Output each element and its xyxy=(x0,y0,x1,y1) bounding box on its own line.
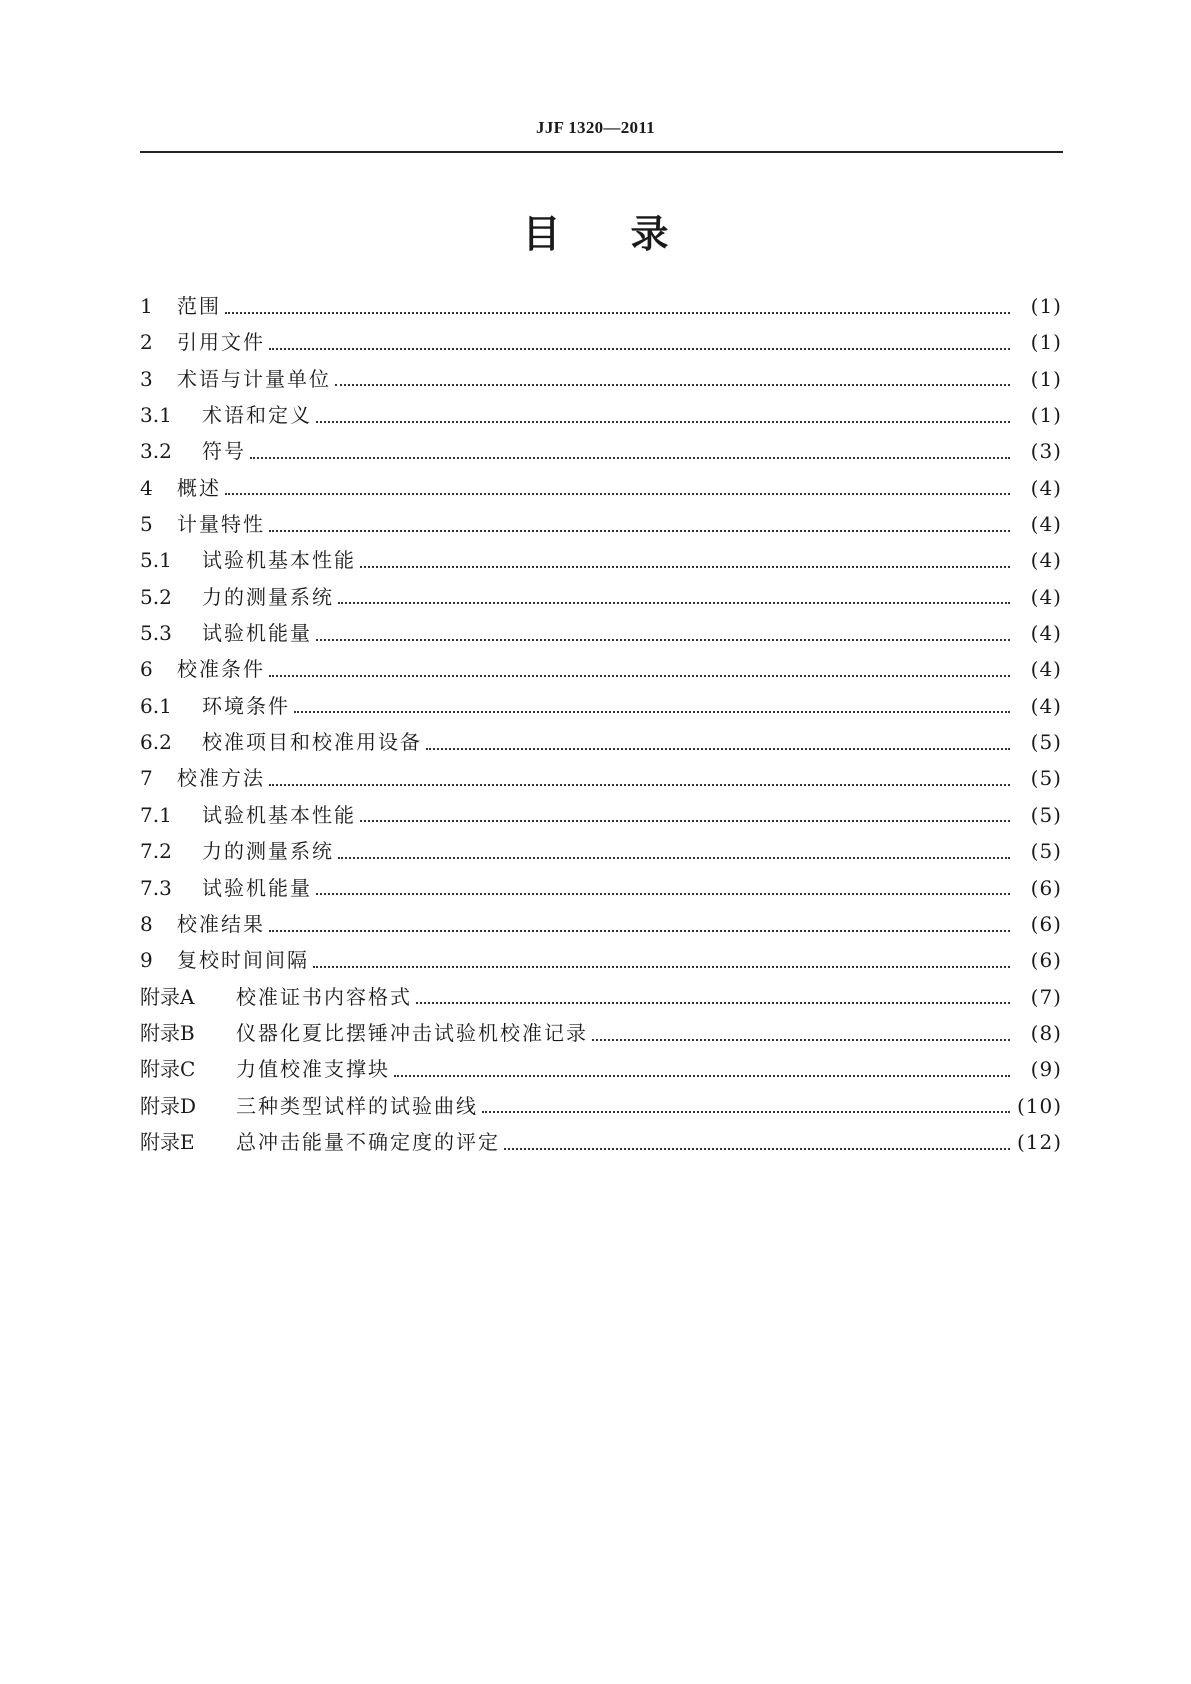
toc-entry-title: 力的测量系统 xyxy=(202,584,334,609)
toc-entry-title: 仪器化夏比摆锤冲击试验机校准记录 xyxy=(236,1020,588,1045)
toc-entry-number: 3.2 xyxy=(140,439,172,464)
toc-dot-leader xyxy=(416,1001,1010,1004)
toc-dot-leader xyxy=(482,1110,1010,1113)
toc-entry-number: 1 xyxy=(140,294,153,318)
toc-entry-number: 4 xyxy=(140,475,153,500)
header-rule xyxy=(140,151,1063,153)
toc-entry-number: 5.1 xyxy=(140,548,172,573)
toc-entry[interactable] xyxy=(140,363,1062,399)
toc-entry-title: 校准条件 xyxy=(177,657,265,682)
toc-dot-leader xyxy=(225,311,1010,314)
toc-dot-leader xyxy=(335,383,1010,386)
toc-dot-leader xyxy=(313,965,1010,968)
toc-entry-title: 环境条件 xyxy=(202,693,290,718)
toc-entry-title: 试验机能量 xyxy=(202,875,312,900)
toc-entry-page: (8) xyxy=(1030,1020,1062,1045)
toc-entry[interactable] xyxy=(140,872,1062,908)
toc-dot-leader xyxy=(426,747,1010,750)
toc-entry-number: 附录E xyxy=(140,1129,195,1154)
toc-entry[interactable] xyxy=(140,1017,1062,1053)
toc-entry-number: 7.2 xyxy=(140,839,172,864)
toc-entry[interactable] xyxy=(140,944,1062,980)
toc-entry-number: 附录C xyxy=(140,1057,196,1082)
toc-entry[interactable] xyxy=(140,617,1062,653)
toc-entry[interactable] xyxy=(140,1090,1062,1126)
toc-entry[interactable] xyxy=(140,399,1062,435)
toc-entry[interactable] xyxy=(140,726,1062,762)
toc-entry[interactable] xyxy=(140,762,1062,798)
toc-entry-page: (1) xyxy=(1030,366,1062,391)
toc-entry-page: (9) xyxy=(1030,1057,1062,1082)
toc-entry-title: 术语与计量单位 xyxy=(177,366,331,391)
toc-dot-leader xyxy=(294,710,1010,713)
toc-entry-number: 5.3 xyxy=(140,621,172,646)
toc-entry-page: (10) xyxy=(1016,1093,1062,1118)
toc-dot-leader xyxy=(504,1147,1010,1150)
toc-dot-leader xyxy=(269,529,1010,532)
toc-entry[interactable] xyxy=(140,981,1062,1017)
toc-dot-leader xyxy=(360,819,1010,822)
toc-entry-title: 力的测量系统 xyxy=(202,839,334,864)
toc-entry-number: 3.1 xyxy=(140,403,172,428)
toc-entry-title: 术语和定义 xyxy=(202,403,312,428)
toc-entry[interactable] xyxy=(140,799,1062,835)
table-of-contents xyxy=(140,290,1062,1162)
toc-entry-page: (4) xyxy=(1030,584,1062,609)
toc-entry[interactable] xyxy=(140,690,1062,726)
toc-dot-leader xyxy=(316,638,1010,641)
toc-entry-page: (4) xyxy=(1030,512,1062,537)
toc-entry-number: 5.2 xyxy=(140,584,172,609)
toc-entry[interactable] xyxy=(140,908,1062,944)
toc-entry-page: (3) xyxy=(1030,439,1062,464)
toc-entry-number: 5 xyxy=(140,512,153,537)
toc-entry-page: (5) xyxy=(1030,766,1062,791)
toc-entry-number: 2 xyxy=(140,330,153,355)
toc-entry-number: 附录D xyxy=(140,1093,197,1118)
toc-entry-number: 7.3 xyxy=(140,875,172,900)
toc-entry-number: 7 xyxy=(140,766,153,791)
toc-entry-title: 试验机基本性能 xyxy=(202,548,356,573)
toc-entry-number: 9 xyxy=(140,948,153,973)
toc-entry-number: 7.1 xyxy=(140,802,172,827)
toc-entry[interactable] xyxy=(140,835,1062,871)
toc-entry-title: 总冲击能量不确定度的评定 xyxy=(236,1129,500,1154)
toc-entry-title: 校准方法 xyxy=(177,766,265,791)
document-code-header: JJF 1320—2011 xyxy=(536,118,655,137)
toc-dot-leader xyxy=(394,1074,1010,1077)
toc-entry-page: (6) xyxy=(1030,948,1062,973)
toc-entry-title: 符号 xyxy=(202,439,246,464)
toc-entry-title: 计量特性 xyxy=(177,512,265,537)
toc-entry[interactable] xyxy=(140,653,1062,689)
toc-entry[interactable] xyxy=(140,1126,1062,1162)
toc-entry-title: 校准结果 xyxy=(177,911,265,936)
toc-entry[interactable] xyxy=(140,435,1062,471)
toc-entry-number: 附录B xyxy=(140,1020,195,1045)
toc-entry[interactable] xyxy=(140,472,1062,508)
toc-entry-page: (4) xyxy=(1030,621,1062,646)
toc-entry-title: 范围 xyxy=(177,294,221,318)
toc-entry-title: 校准证书内容格式 xyxy=(236,984,412,1009)
toc-entry[interactable] xyxy=(140,581,1062,617)
toc-entry-number: 6.2 xyxy=(140,730,172,755)
toc-entry-title: 引用文件 xyxy=(177,330,265,355)
toc-dot-leader xyxy=(360,565,1010,568)
toc-entry-number: 6 xyxy=(140,657,153,682)
toc-entry[interactable] xyxy=(140,1053,1062,1089)
toc-entry-title: 试验机基本性能 xyxy=(202,802,356,827)
toc-entry-page: (1) xyxy=(1030,403,1062,428)
toc-entry-page: (6) xyxy=(1030,875,1062,900)
toc-entry-page: (6) xyxy=(1030,911,1062,936)
toc-dot-leader xyxy=(269,674,1010,677)
toc-entry[interactable] xyxy=(140,290,1062,326)
toc-dot-leader xyxy=(269,347,1010,350)
toc-entry-title: 试验机能量 xyxy=(202,621,312,646)
page-title: 目录 xyxy=(522,212,739,256)
toc-entry-page: (1) xyxy=(1030,330,1062,355)
toc-entry-number: 6.1 xyxy=(140,693,172,718)
toc-dot-leader xyxy=(316,420,1010,423)
toc-entry[interactable] xyxy=(140,326,1062,362)
toc-entry-number: 3 xyxy=(140,366,153,391)
toc-entry-page: (5) xyxy=(1030,839,1062,864)
toc-entry[interactable] xyxy=(140,544,1062,580)
toc-entry-page: (4) xyxy=(1030,475,1062,500)
toc-entry-page: (5) xyxy=(1030,730,1062,755)
toc-entry-title: 三种类型试样的试验曲线 xyxy=(236,1093,478,1118)
toc-dot-leader xyxy=(338,601,1010,604)
toc-entry-title: 校准项目和校准用设备 xyxy=(202,730,422,755)
toc-entry-page: (1) xyxy=(1030,294,1062,318)
toc-dot-leader xyxy=(250,456,1010,459)
toc-dot-leader xyxy=(592,1038,1010,1041)
toc-dot-leader xyxy=(316,892,1010,895)
toc-entry-number: 8 xyxy=(140,911,153,936)
toc-dot-leader xyxy=(269,783,1010,786)
toc-dot-leader xyxy=(338,856,1010,859)
toc-entry-page: (4) xyxy=(1030,657,1062,682)
toc-entry-page: (5) xyxy=(1030,802,1062,827)
toc-entry-number: 附录A xyxy=(140,984,195,1009)
toc-entry-page: (4) xyxy=(1030,693,1062,718)
toc-entry-page: (12) xyxy=(1016,1129,1062,1154)
toc-entry-page: (4) xyxy=(1030,548,1062,573)
toc-entry-page: (7) xyxy=(1030,984,1062,1009)
toc-dot-leader xyxy=(269,929,1010,932)
toc-entry[interactable] xyxy=(140,508,1062,544)
toc-entry-title: 力值校准支撑块 xyxy=(236,1057,390,1082)
toc-dot-leader xyxy=(225,492,1010,495)
toc-entry-title: 复校时间间隔 xyxy=(177,948,309,973)
toc-entry-title: 概述 xyxy=(177,475,221,500)
